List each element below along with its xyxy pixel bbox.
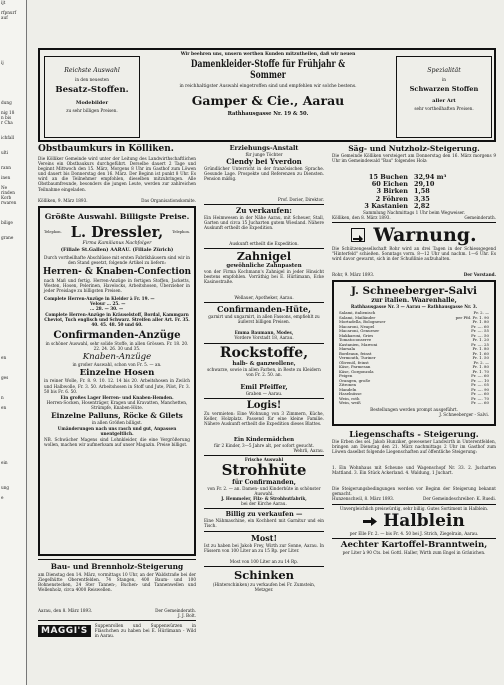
- obstbaumkurs-title: Obstbaumkurs in Kölliken.: [38, 144, 174, 154]
- gutter-line: ichfall: [1, 135, 15, 140]
- dressler-pelluz2: in allen Größen billigst.: [91, 419, 143, 425]
- gutter-line: ges: [1, 375, 9, 380]
- dressler-confirmanden-body: in schöner Auswahl, sehr solide Stoffe, in allen Grössen. Fr. 18. 20. 22. 24. 26. 30 und 35.: [45, 341, 189, 352]
- gutter-line: auf: [1, 15, 8, 20]
- price-list-item-price: Fr. —. 60: [471, 323, 489, 329]
- price-list-item-name: Kastanien, Marroni: [339, 341, 378, 347]
- warnung-header: [332, 224, 496, 246]
- liegenschaft-title: Liegenschafts - Steigerung.: [349, 429, 479, 440]
- gutter-line: rwaren: [1, 200, 17, 205]
- most-body: Ist zu haben bei Jakob Frey, Wirth zur Sonne, Aarau. In Fässern von 100 Liter an zu 15 Rp. per Liter.: [204, 542, 324, 553]
- gutter-line: rann: [1, 165, 11, 170]
- warnung-title: Warnung.: [373, 224, 477, 247]
- price-list-item-price: Fr. 1. 70: [472, 368, 489, 374]
- schneeberger-sign: J. Schneeberger - Salvi.: [439, 411, 489, 417]
- price-list-item-name: Macaroni, Neapel: [339, 323, 375, 329]
- saeg-row-item: 15 Buchen: [368, 173, 408, 181]
- confirmanden-hute-sign: Emma Baumann, Modes,: [234, 330, 294, 336]
- strohhute-title: Strohhüte: [221, 460, 307, 479]
- price-list-item-name: Wein, weiß: [339, 400, 361, 406]
- logis-title: Logis!: [246, 399, 282, 411]
- gutter-line: nig 18: [1, 110, 15, 115]
- confirmanden-hute-body: garnirt und ungarnirt, in allen Fassons, empfiehlt zu äußerst billigen Preisen.: [208, 314, 320, 325]
- gutter-line: dung: [1, 100, 12, 105]
- erziehung-sub: für junge Töchter: [245, 152, 283, 157]
- dressler-complete: Complete Herren-Anzüge in Kleider à Fr. 19. —: [44, 295, 155, 301]
- saeg-row-volume: 2,82: [414, 201, 430, 210]
- holz-signer: J. J. Bolt.: [178, 613, 196, 619]
- saeg-row-volume: 3,35: [414, 194, 430, 203]
- logis-sub: Ein Kindermädchen: [233, 436, 295, 443]
- liegenschaft-foot: Die Steigerungsbedingungen werden vor Beginn der Steigerung bekannt gemacht.: [332, 486, 496, 497]
- gutter-line: inen: [1, 175, 11, 180]
- price-list-item-name: Marsala: [339, 346, 356, 352]
- gutter-line: en: [1, 355, 7, 360]
- price-list-item-price: Fr. 1. 80: [472, 346, 489, 352]
- saeg-signature: [332, 215, 496, 220]
- right-header-box: [396, 56, 492, 138]
- gutter-line: n bis: [1, 115, 12, 120]
- header-address: Rathhausgasse Nr. 19 & 50.: [227, 111, 309, 117]
- saeg-body: Die Gemeinde Kölliken versteigert am Donnerstag den 16. März morgens 9 Uhr im Gemeindewald "Bau" folgendes Holz:: [332, 153, 496, 164]
- price-list-item-price: Fr. —. 50: [471, 332, 489, 338]
- dressler-address: (Filiale St.Gallen) AARAU. (Filiale Zürich): [60, 247, 174, 254]
- saeg-row-item: 60 Eichen: [371, 180, 408, 189]
- price-list-item-name: Wein, roth: [339, 395, 360, 401]
- achter-body: per Liter à 90 Cts. bei Gottl. Haller, Wirth zum Engel in Gränichen.: [342, 549, 486, 555]
- halblein-title: Halblein: [383, 510, 465, 531]
- confirmanden-hute-title: Confirmanden-Hüte,: [217, 304, 311, 315]
- dressler-knaben: Knaben-Anzüge: [82, 352, 152, 363]
- price-list-item-price: Fr. —. 55: [471, 328, 489, 334]
- warnung-signature: [332, 272, 496, 277]
- schneeberger-address: Rathhausgasse Nr. 3 — Aarau — Rathhausgasse Nr. 3.: [350, 304, 478, 310]
- schneeberger-ad: [332, 280, 496, 426]
- zahnigel-title: Zahnigel: [236, 250, 292, 264]
- maggi-ad: [38, 623, 196, 638]
- saeg-date: Kölliken, den 8. März 1893.: [332, 215, 391, 221]
- saeg-council: Gemeinderath.: [464, 215, 496, 221]
- gutter-line: ijt: [1, 0, 6, 5]
- halblein-body: per Elle Fr. 2. — bis Fr. 4. 50 bei J. Strich, Ziegelrain, Aarau.: [349, 530, 479, 536]
- advertisement-sheet: [32, 14, 498, 679]
- price-list-item-name: Feigen: [339, 373, 353, 379]
- halblein-note: Unvergleichlich preiswürdig, sehr billig. Gutes Sortiment in Halblein.: [339, 505, 489, 511]
- logis-body: Zu vermieten: Eine Wohnung von 3 Zimmern, Küche, Keller, Holzplatz. Passend für eine kleine Familie. Nähere Auskunft ertheilt die Expedition dieses Blattes.: [204, 410, 324, 426]
- right-header-l2: in: [441, 77, 447, 82]
- dressler-velour: Velour ... 25. —: [90, 300, 126, 306]
- rockstoffe-addr: Graben — Aarau.: [245, 390, 283, 396]
- saeg-title: Säg- und Nutzholz-Steigerung.: [348, 144, 480, 153]
- header-center: [148, 59, 388, 117]
- liegenschaft-signature: [332, 496, 496, 501]
- price-list-item-name: Käse, Parmesan: [339, 364, 371, 370]
- header-center-title: Damenkleider-Stoffe für Frühjahr & Sommer: [190, 59, 346, 81]
- price-list-item-price: Fr. —. 60: [471, 391, 489, 397]
- left-column: [38, 144, 196, 677]
- gutter-line: ein: [1, 460, 8, 465]
- erziehung-title: Erziehungs-Anstalt: [229, 144, 299, 152]
- dressler-velour2: ... 28. — 30. —: [90, 305, 124, 311]
- most-sign: Most von 100 Liter an zu 14 Rp.: [229, 558, 299, 564]
- zahnigel-body: von der Firma Kochmann's Zahnigel in jeder Hinsicht bestens empfohlen. Vorräthig bei E. Hürlimann, Ecke Kasinostraße.: [204, 269, 324, 285]
- liegenschaft-items: 1. Ein Wohnhaus mit Scheune und Wagenschopf Nr. 33. 2. Jucharten Mattland. 3. Ein Stück Ackerland. 4. Waldung, 1 Juchart.: [332, 465, 496, 476]
- gutter-line: rfpnurf: [1, 10, 17, 15]
- logis-sub-body: für 2 Kinder, 3—5 Jahre alt, per sofort gesucht.: [213, 442, 315, 448]
- warnung-hand-icon: [351, 228, 365, 242]
- gutter-line: bilige: [1, 220, 13, 225]
- holz-body: am Dienstag den 14. März, vormittags 10 Uhr, an der Waldstraße bei der Ziegelhütte Oberentfelden. 74 Stangen, 400 Baum- und 100 Bohnenstecken, 24 Ster Tannen-, Buchen- und Tannenwellen und Wellenholz, circa 4000 Reiswellen.: [38, 572, 196, 593]
- schneeberger-price-list: [339, 311, 489, 406]
- dressler-herren-body: nach Maß und fertig. Herren-Anzüge in fertigen Stoffen, Jacketts, Westen, Hosen, Pelerinen, Havelocks, Arbeitshosen, Überzieher in jeder Preislage zu billigsten Preisen.: [44, 278, 190, 294]
- gutter-line: r Cha: [1, 120, 13, 125]
- strohhute-addr: bei der Kirche Aarau.: [241, 501, 287, 507]
- liegenschaft-clerk: Der Gemeindeschreiber: K. Ruedi.: [422, 496, 496, 502]
- saeg-row-item: 2 Föhren: [375, 194, 408, 203]
- rockstoffe-body: schwarze, sowie in allen Farben, in Reste zu Kleidern von Fr. 2. 50. an.: [207, 366, 321, 377]
- gutter-line: en: [1, 405, 7, 410]
- warnung-body: Die Schützengesellschaft Rohr wird an drei Tagen in der Schiessgegend "Hinterfeld" schießen. Sonntags vorm. 8—12 Uhr und nachm. 1—6 Uhr. Es wird davor gewarnt, sich in der Schußlinie aufzuhalten.: [332, 246, 496, 262]
- saeg-row-volume: 29,10: [414, 180, 435, 189]
- price-list-item: [339, 401, 489, 406]
- right-header-l4: sehr vortheilhaften Preisen.: [414, 106, 474, 111]
- price-list-item-price: Fr. 1. 60: [472, 350, 489, 356]
- rockstoffe-sub: halb- & ganzwollene,: [232, 360, 296, 367]
- price-list-item-name: Makkaroni, Gries: [339, 332, 374, 338]
- price-list-item-name: Mandeln: [339, 386, 357, 392]
- rockstoffe-sign: Emil Pfeiffer,: [240, 382, 288, 391]
- most-title: Most!: [251, 532, 277, 543]
- logis-sign: Wehrli, Aarau.: [293, 447, 324, 453]
- gutter-line: grane: [1, 235, 14, 240]
- saeg-table: [332, 174, 496, 210]
- price-list-item-price: Fr. 1. 20: [472, 337, 489, 343]
- price-list-item-name: Tomatoconserve: [339, 337, 372, 343]
- price-list-item-name: Macaroni, Genueser: [339, 328, 380, 334]
- gutter-line: n: [1, 395, 4, 400]
- price-list-item-price: Fr. 1. 50: [472, 355, 489, 361]
- dressler-herren2: Herren-Socken, Hosenträger, Kragen und Kravatten, Manchetten, Strümpfe, Knaben-Hüte.: [46, 399, 188, 410]
- obstbaumkurs-committee: Das Organisationskomite.: [141, 198, 196, 203]
- verkaufen-title: Zu verkaufen:: [236, 206, 292, 216]
- dressler-telephone-right: Telephon.: [172, 230, 190, 235]
- price-list-item-name: Zitronen: [339, 382, 357, 388]
- gutter-line: rinden: [1, 190, 15, 195]
- header-banner: [38, 48, 496, 142]
- holz-date: Aarau, den 8. März 1893.: [38, 608, 93, 614]
- saeg-row-item: 3 Kastanien: [364, 201, 408, 210]
- obstbaumkurs-date: Kölliken, 9. März 1893.: [38, 198, 88, 203]
- strohhute-sub: für Confirmanden,: [232, 478, 296, 486]
- gutter-line: Korb: [1, 195, 12, 200]
- dressler-confirmanden: Confirmanden-Anzüge: [53, 329, 181, 342]
- schinken-body: (Hinterschinken) zu verkaufen bei Fr. Zumstein, Metzger.: [212, 581, 316, 592]
- dressler-gross: Ein großes Lager Herren- und Knaben-Hemden.: [60, 394, 174, 400]
- dressler-ad: [38, 206, 196, 556]
- price-list-item-price: Fr. —. 05: [471, 382, 489, 388]
- dressler-telephone-left: Telephon.: [44, 230, 62, 235]
- obstbaumkurs-signature: [38, 198, 196, 203]
- price-list-item-name: Olivenöl, feinst: [339, 359, 369, 365]
- warnung-date: Rohr, 9. März 1893.: [332, 272, 375, 278]
- dressler-pelluz: Einzelne Palluns, Röcke & Gilets: [51, 410, 183, 420]
- price-list-item-price: Fr. —. 90: [471, 386, 489, 392]
- strohhute-top: Frische Auswahl: [244, 456, 284, 462]
- liegenschaft-date: Hunzenschwil, 8. März 1893.: [332, 496, 395, 502]
- saeg-foot: Sammlung Nachmittags 1 Uhr beim Wegweiser.: [363, 210, 465, 216]
- saeg-row: [332, 203, 496, 210]
- schneeberger-note: Bestellungen werden prompt ausgeführt.: [370, 406, 458, 412]
- obstbaumkurs-body: Die Kölliker Gemeinde wird unter der Leitung des Landwirthschaftlichen Vereins ein Obstbaukurs durchgeführt. Derselbe dauert 2 Tage und beginnt Mittwoch den 15. März, Morgens 8 Uhr im Gasthof zum Löwen und dauert bis Donnerstag den 16. März. Der Beginn ist punkt 8 Uhr. Es wird an die Teilnehmer empfohlen, dieselben mitzubringen. Alle Obstbaumfreunde, besonders die jungen Leute, werden zur zahlreichen Teilnahme eingeladen.: [38, 156, 196, 192]
- schinken-title: Schinken: [233, 567, 295, 582]
- liegenschaft-body: Die Erben des sel. Jakob Hunziker, gewesener Landwirth in Unterentfelden, bringen am Dienstag den 21. März nachmittags 2 Uhr im Gasthof zum Löwen daselbst folgende Liegenschaften auf öffentliche Steigerung:: [332, 439, 496, 455]
- confirmanden-hute-addr: Vordere Vorstadt 18, Aarau.: [234, 335, 294, 341]
- right-header-l1: Spezialität: [427, 67, 461, 74]
- warnung-board: Der Vorstand.: [463, 272, 496, 278]
- dressler-complete2: Complete Herren-Anzüge in Kräuselstoff, Bordal, Kammgarn Cheviot, Tuch englisch und Schwarz. Streifen aller Art. Fr. 35. 40. 45. 48. 50 und 60.: [44, 311, 190, 328]
- right-header-title: Schwarzen Stoffen: [409, 85, 479, 93]
- middle-column: [204, 144, 324, 677]
- price-list-item-price: Fr. —. 60: [471, 400, 489, 406]
- gutter-line: ulti: [1, 150, 9, 155]
- header-top-note: Wir beehren uns, unsern werthen Kunden mitzutheilen, daß wir neuen: [180, 52, 356, 57]
- price-list-item-price: per Pfd. Fr. 1. 90: [455, 314, 489, 320]
- dressler-hosen: Einzelne Hosen: [79, 368, 155, 379]
- price-list-item-price: Fr. 2. —: [473, 310, 489, 316]
- rockstoffe-title: Rockstoffe,: [219, 344, 309, 361]
- price-list-item-name: Mortadella, Bologneser: [339, 319, 386, 325]
- price-list-item-name: Bordeaux, feinst: [339, 350, 372, 356]
- halblein-hand-icon: [363, 511, 377, 530]
- maggi-logo: MAGGI'S: [38, 625, 91, 637]
- right-column: [332, 144, 496, 677]
- price-list-item-name: Käse, Gorgonzola: [339, 368, 374, 374]
- maggi-text: Suppenrollen und Suppenwürzen in Fläschchen zu haben bei E. Hürlimann - Wild in Aarau.: [94, 623, 196, 639]
- gutter-line: e: [1, 495, 4, 500]
- strohhute-body: von Fr. 2. — an. Damen- und Kinderhüte in schönster Auswahl.: [207, 485, 321, 497]
- halblein-header: [332, 511, 496, 531]
- price-list-item-name: Haselnüsse: [339, 391, 362, 397]
- verkaufen-body: Ein Heimwesen in der Nähe Aarau, mit Scheuer, Stall, Garten und circa 15 Jucharten gutem Wiesland. Nähere Auskunft ertheilt die Expedition.: [204, 215, 324, 231]
- holz-title: Bau- und Brennholz-Steigerung: [50, 562, 184, 572]
- achter-title: Aechter Kartoffel-Branntwein,: [340, 539, 488, 550]
- saeg-row-item: 3 Birken: [376, 187, 408, 196]
- left-header-l2: in den neuesten: [75, 77, 109, 82]
- price-list-item-name: Orangen, große: [339, 377, 371, 383]
- gutter-line: ung: [1, 485, 10, 490]
- dressler-note: NB. Schwächer Magens sind Lohnkleider, die eine Vergrößerung wollen, machen wir aufmerksam auf unser Magazin. Preise billigst.: [44, 437, 190, 448]
- erziehung-place: Clendy bei Yverdon: [226, 157, 302, 167]
- dressler-top: Größte Auswahl. Billigste Preise.: [44, 212, 190, 222]
- dressler-name: L. Dressler,: [70, 224, 164, 242]
- price-list-item-name: Salami, italienisch: [339, 310, 376, 316]
- erziehung-sign: Prof. Dorier, Direktor.: [277, 197, 324, 203]
- billig-title: Billig zu verkaufen —: [225, 510, 303, 519]
- price-list-item-price: Fr. —. 10: [471, 377, 489, 383]
- holz-council: Der Gemeinderath.: [155, 608, 196, 614]
- left-header-box: [44, 56, 140, 138]
- left-header-l1: Reichste Auswahl: [64, 67, 120, 74]
- billig-body: Eine Nähmaschine, ein Kochherd mit Garnitur und ein Tisch.: [204, 518, 324, 529]
- left-header-l4: zu sehr billigen Preisen.: [66, 108, 118, 113]
- price-list-item-price: Fr. —. 25: [471, 341, 489, 347]
- zahnigel-sign: Wellauer, Apotheker, Aarau.: [234, 295, 294, 301]
- price-list-item-price: Fr. —. 70: [471, 395, 489, 401]
- price-list-item-price: Fr. 1. 80: [472, 364, 489, 370]
- gutter-line: Ne: [1, 185, 8, 190]
- adjacent-page-gutter: [0, 0, 27, 685]
- price-list-item-price: Fr. 2. —: [473, 359, 489, 365]
- dressler-intro: Durch vortheilhafte Abschlüsse mit ersten Fabrikhäusern sind wir in den Stand gesetzt, folgende Artikel zu liefern:: [44, 255, 190, 266]
- saeg-row-volume: 1,58: [414, 187, 430, 196]
- price-list-item-name: Vermouth, Turiner: [339, 355, 376, 361]
- header-center-sub: in reichhaltigster Auswahl eingetroffen sind und empfehlen wir solche bestens.: [179, 84, 357, 89]
- header-firm: Gamper & Cie., Aarau: [191, 93, 345, 108]
- erziehung-body: Gründlicher Unterricht in der französischen Sprache. Gesunde Lage. Prospekte und Referenzen zu Diensten. Pension mäßig.: [204, 166, 324, 182]
- schneeberger-title: J. Schneeberger-Salvi: [351, 285, 477, 298]
- price-list-item-price: Fr. —. 60: [471, 373, 489, 379]
- zahnigel-sub: gewöhnliche Zahnpasten: [226, 263, 302, 270]
- saeg-row-volume: 32,94 m³: [414, 173, 447, 181]
- verkaufen-sign: Auskunft ertheilt die Expedition.: [229, 241, 299, 247]
- price-list-item-name: Salami, Mailänder: [339, 314, 376, 320]
- dressler-umaender: Umänderungen nach uns rasch und gut, Anpassen unentgeltlich.: [57, 426, 177, 437]
- dressler-sub: Firma Kamilianus Nachfolger: [82, 241, 152, 247]
- dressler-hosen-body: in reiner Wolle, Fr. 8. 9. 10. 12. 14 bis 20. Arbeitshosen in Zwilch und Halbwolle, Fr. 3. 50. Arbeitshosen in Stoff und Jute, Pilot, Fr. 3. 50 bis Fr. 6. 50.: [44, 378, 190, 394]
- left-header-l3: Modebilder: [75, 100, 109, 106]
- left-header-title: Besatz-Stoffen.: [55, 85, 129, 95]
- right-header-l3: aller Art: [432, 98, 456, 104]
- dressler-knaben-body: in großer Auswahl, schon von Fr. 5. — an.: [72, 362, 162, 368]
- schneeberger-sub: zur italien. Waarenhalle,: [371, 297, 457, 305]
- strohhute-sign: J. Hemmeler, Filz- & Strohhutfabrik,: [221, 496, 307, 502]
- gutter-line: ij: [1, 60, 4, 65]
- price-list-item-price: Fr. 1. 80: [472, 319, 489, 325]
- dressler-herren: Herren- & Knaben-Confection: [42, 267, 192, 278]
